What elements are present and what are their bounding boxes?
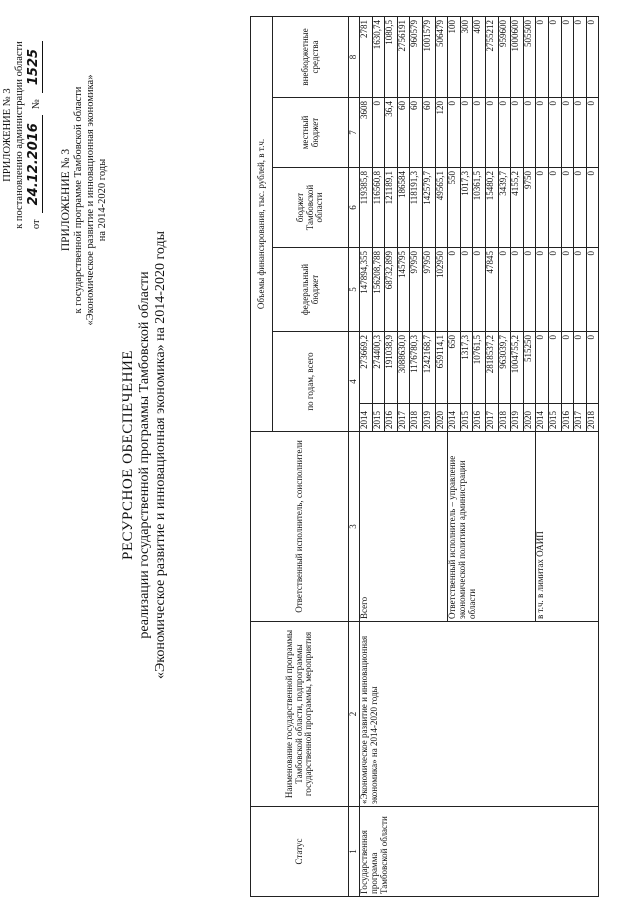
value-cell: 300 xyxy=(460,16,473,97)
appendix-program-line2: «Экономическое развитие и инновационная экономика» xyxy=(85,74,97,326)
value-cell: 97950 xyxy=(422,248,435,332)
year-cell: 2019 xyxy=(511,404,524,432)
value-cell: 0 xyxy=(574,332,587,404)
value-cell: 1630,74 xyxy=(372,16,385,97)
year-cell: 2014 xyxy=(360,404,373,432)
appendix-program-line3: на 2014-2020 годы xyxy=(97,158,109,242)
value-cell: 959600 xyxy=(498,16,511,97)
index-cell: 3 xyxy=(349,432,360,622)
value-cell: 9750 xyxy=(523,168,536,248)
handwritten-date: 24.12.2016 xyxy=(27,115,43,213)
value-cell: 0 xyxy=(574,16,587,97)
year-cell: 2015 xyxy=(372,404,385,432)
year-cell: 2016 xyxy=(385,404,398,432)
value-cell: 0 xyxy=(473,98,486,168)
value-cell: 2818537,2 xyxy=(485,332,498,404)
value-cell: 0 xyxy=(548,332,561,404)
year-cell: 2016 xyxy=(561,404,574,432)
program-name-cell: «Экономическое развитие и инновационная экономика» на 2014-2020 годы xyxy=(360,622,599,807)
year-cell: 2018 xyxy=(498,404,511,432)
value-cell: 0 xyxy=(498,98,511,168)
value-cell: 186584 xyxy=(397,168,410,248)
value-cell: 156208,788 xyxy=(372,248,385,332)
value-cell: 0 xyxy=(536,98,549,168)
value-cell: 0 xyxy=(485,98,498,168)
value-cell: 47845 xyxy=(485,248,498,332)
value-cell: 506479 xyxy=(435,16,448,97)
header-offbudget: внебюджетные средства xyxy=(273,16,349,97)
responsible-cell: в т.ч. в лимитах ОАИП xyxy=(536,432,599,622)
year-cell: 2017 xyxy=(574,404,587,432)
value-cell: 1242168,7 xyxy=(422,332,435,404)
value-cell: 0 xyxy=(473,248,486,332)
value-cell: 4155,2 xyxy=(511,168,524,248)
year-cell: 2015 xyxy=(548,404,561,432)
value-cell: 960579 xyxy=(410,16,423,97)
header-responsible: Ответственный исполнитель, соисполнители xyxy=(251,432,349,622)
responsible-cell: Ответственный исполнитель – управление экономической политики администрации области xyxy=(448,432,536,622)
resource-table xyxy=(250,16,599,897)
index-cell: 4 xyxy=(349,332,360,432)
appendix-program-header xyxy=(60,40,109,360)
value-cell: 274400,3 xyxy=(372,332,385,404)
value-cell: 118191,3 xyxy=(410,168,423,248)
value-cell: 3439,7 xyxy=(498,168,511,248)
index-cell: 8 xyxy=(349,16,360,97)
value-cell: 1000600 xyxy=(511,16,524,97)
value-cell: 0 xyxy=(536,168,549,248)
year-cell: 2018 xyxy=(586,404,599,432)
table-row xyxy=(360,16,373,896)
value-cell: 49565,1 xyxy=(435,168,448,248)
value-cell: 0 xyxy=(536,248,549,332)
index-cell: 2 xyxy=(349,622,360,807)
appendix-decree-header xyxy=(2,5,43,265)
value-cell: 0 xyxy=(498,248,511,332)
appendix-program-title: ПРИЛОЖЕНИЕ № 3 xyxy=(60,148,72,252)
handwritten-number: 1525 xyxy=(27,41,43,93)
value-cell: 400 xyxy=(473,16,486,97)
value-cell: 0 xyxy=(574,98,587,168)
value-cell: 3088630,0 xyxy=(397,332,410,404)
value-cell: 60 xyxy=(422,98,435,168)
value-cell: 0 xyxy=(548,248,561,332)
value-cell: 0 xyxy=(511,248,524,332)
year-cell: 2017 xyxy=(485,404,498,432)
value-cell: 147894,355 xyxy=(360,248,373,332)
value-cell: 3608 xyxy=(360,98,373,168)
value-cell: 0 xyxy=(561,168,574,248)
value-cell: 1176780,3 xyxy=(410,332,423,404)
value-cell: 100 xyxy=(448,16,461,97)
document-title-line3: «Экономическое развитие и инновационная экономика» на 2014-2020 годы xyxy=(153,231,169,679)
value-cell: 1080,5 xyxy=(385,16,398,97)
value-cell: 0 xyxy=(460,248,473,332)
value-cell: 0 xyxy=(586,168,599,248)
from-label: от xyxy=(31,219,42,230)
value-cell: 0 xyxy=(448,248,461,332)
year-cell: 2017 xyxy=(397,404,410,432)
value-cell: 10761,5 xyxy=(473,332,486,404)
value-cell: 36,4 xyxy=(385,98,398,168)
document-title xyxy=(120,175,169,735)
number-label: № xyxy=(31,99,42,110)
value-cell: 0 xyxy=(536,332,549,404)
value-cell: 119385,8 xyxy=(360,168,373,248)
value-cell: 1001579 xyxy=(422,16,435,97)
value-cell: 0 xyxy=(574,248,587,332)
year-cell: 2018 xyxy=(410,404,423,432)
value-cell: 659114,1 xyxy=(435,332,448,404)
status-cell: Государственная программа Тамбовской области xyxy=(360,807,599,897)
header-regional: бюджет Тамбовской области xyxy=(273,168,349,248)
index-cell: 1 xyxy=(349,807,360,897)
appendix-decree-line: к постановлению администрации области xyxy=(14,41,26,229)
value-cell: 515250 xyxy=(523,332,536,404)
value-cell: 0 xyxy=(561,332,574,404)
value-cell: 97950 xyxy=(410,248,423,332)
value-cell: 0 xyxy=(561,98,574,168)
value-cell: 0 xyxy=(523,248,536,332)
header-federal: федеральный бюджет xyxy=(273,248,349,332)
value-cell: 0 xyxy=(372,98,385,168)
value-cell: 2755212 xyxy=(485,16,498,97)
value-cell: 68732,899 xyxy=(385,248,398,332)
value-cell: 0 xyxy=(548,168,561,248)
value-cell: 0 xyxy=(586,332,599,404)
index-cell: 7 xyxy=(349,98,360,168)
value-cell: 116560,8 xyxy=(372,168,385,248)
value-cell: 0 xyxy=(561,248,574,332)
table-body xyxy=(360,16,599,896)
value-cell: 963039,7 xyxy=(498,332,511,404)
header-name: Наименование государственной программы Тамбовской области, подпрограммы государственной программы, мероприятия xyxy=(251,622,349,807)
year-cell: 2020 xyxy=(435,404,448,432)
responsible-cell: Всего xyxy=(360,432,448,622)
value-cell: 0 xyxy=(574,168,587,248)
value-cell: 2756191 xyxy=(397,16,410,97)
value-cell: 1004755,2 xyxy=(511,332,524,404)
value-cell: 60 xyxy=(410,98,423,168)
value-cell: 1317,3 xyxy=(460,332,473,404)
value-cell: 120 xyxy=(435,98,448,168)
year-cell: 2016 xyxy=(473,404,486,432)
value-cell: 0 xyxy=(448,98,461,168)
header-funding: Объемы финансирования, тыс. рублей, в т.ч. xyxy=(251,16,273,431)
value-cell: 10361,5 xyxy=(473,168,486,248)
value-cell: 0 xyxy=(586,248,599,332)
year-cell: 2014 xyxy=(448,404,461,432)
value-cell: 0 xyxy=(586,98,599,168)
appendix-decree-date-line xyxy=(27,5,43,265)
value-cell: 273669,2 xyxy=(360,332,373,404)
value-cell: 191038,9 xyxy=(385,332,398,404)
value-cell: 0 xyxy=(548,16,561,97)
value-cell: 0 xyxy=(523,98,536,168)
value-cell: 0 xyxy=(536,16,549,97)
header-total: по годам, всего xyxy=(273,332,349,432)
year-cell: 2019 xyxy=(422,404,435,432)
value-cell: 121189,1 xyxy=(385,168,398,248)
value-cell: 0 xyxy=(586,16,599,97)
index-cell: 5 xyxy=(349,248,360,332)
year-cell: 2015 xyxy=(460,404,473,432)
value-cell: 0 xyxy=(511,98,524,168)
index-cell: 6 xyxy=(349,168,360,248)
document-title-line2: реализации государственной программы Тамбовской области xyxy=(137,271,153,639)
year-cell: 2020 xyxy=(523,404,536,432)
value-cell: 505500 xyxy=(523,16,536,97)
header-status: Статус xyxy=(251,807,349,897)
appendix-program-line1: к государственной программе Тамбовской области xyxy=(73,86,85,314)
value-cell: 60 xyxy=(397,98,410,168)
value-cell: 15480,2 xyxy=(485,168,498,248)
value-cell: 0 xyxy=(561,16,574,97)
year-cell: 2014 xyxy=(536,404,549,432)
document-title-line1: РЕСУРСНОЕ ОБЕСПЕЧЕНИЕ xyxy=(120,350,136,560)
value-cell: 1017,3 xyxy=(460,168,473,248)
value-cell: 142579,7 xyxy=(422,168,435,248)
value-cell: 650 xyxy=(448,332,461,404)
value-cell: 550 xyxy=(448,168,461,248)
header-local: местный бюджет xyxy=(273,98,349,168)
value-cell: 102950 xyxy=(435,248,448,332)
appendix-decree-title: ПРИЛОЖЕНИЕ № 3 xyxy=(2,88,13,182)
value-cell: 0 xyxy=(460,98,473,168)
value-cell: 2781 xyxy=(360,16,373,97)
value-cell: 0 xyxy=(548,98,561,168)
value-cell: 145795 xyxy=(397,248,410,332)
